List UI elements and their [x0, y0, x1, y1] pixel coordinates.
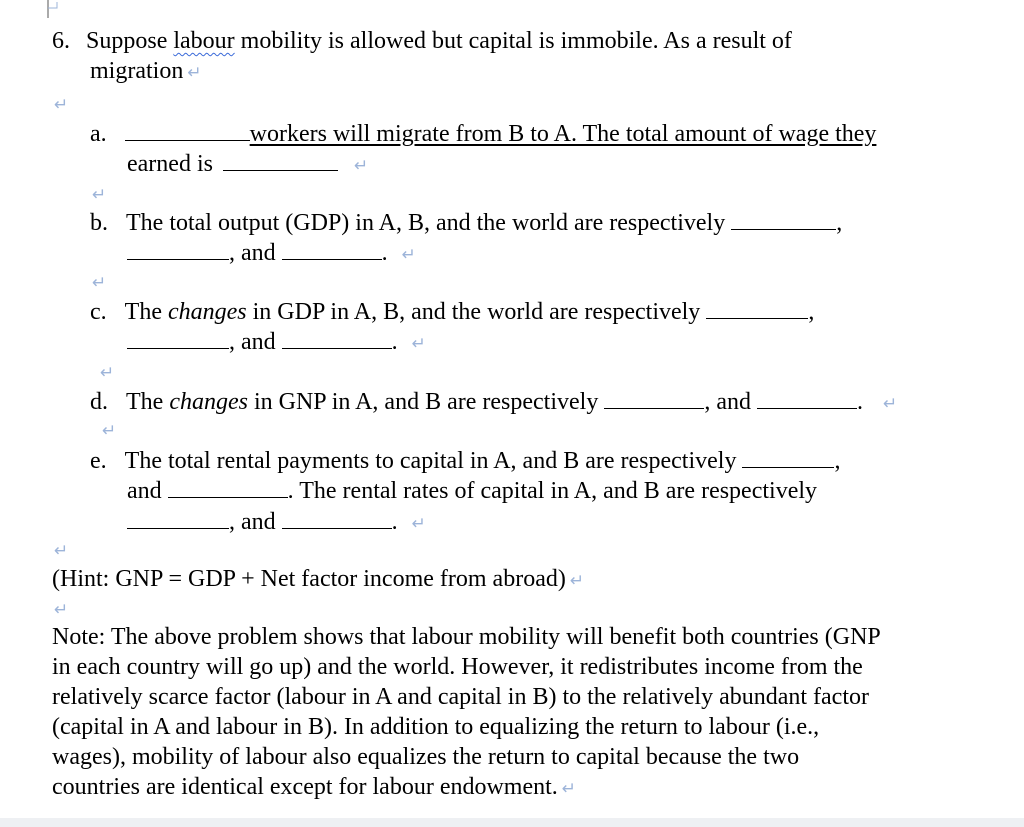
- item-d-line-1: d. The changes in GNP in A, and B are respectively , and . ↵: [90, 384, 897, 419]
- note-line: relatively scarce factor (labour in A and capital in B) to the relatively abundant factor: [52, 684, 869, 710]
- hint-text: (Hint: GNP = GDP + Net factor income from abroad) ↵: [52, 564, 584, 596]
- answer-blank[interactable]: [223, 146, 338, 171]
- return-mark-icon: ↵: [54, 95, 69, 115]
- return-mark-icon: ↵: [883, 394, 898, 414]
- spellcheck-word[interactable]: labour: [173, 28, 235, 54]
- item-label: c.: [90, 299, 107, 325]
- note-line: in each country will go up) and the world. However, it redistributes income from the: [52, 654, 863, 680]
- return-mark-icon: ↵: [100, 363, 115, 383]
- question-line-2: migration ↵: [90, 56, 202, 88]
- return-mark-icon: ↵: [569, 571, 585, 591]
- item-e-line-1: e. The total rental payments to capital in A, and B are respectively ,: [90, 443, 840, 476]
- return-mark-icon: ↵: [102, 421, 117, 441]
- question-line-1: 6. Suppose labour mobility is allowed but capital is immobile. As a result of: [52, 28, 792, 54]
- return-mark-icon: ↵: [54, 541, 69, 561]
- item-label: b.: [90, 210, 108, 236]
- return-mark-icon: ↵: [92, 185, 107, 205]
- return-mark-icon: ↵: [54, 600, 69, 620]
- answer-blank[interactable]: [282, 324, 392, 349]
- item-label: a.: [90, 121, 107, 147]
- note-line: Note: The above problem shows that labour mobility will benefit both countries (GNP: [52, 624, 881, 650]
- note-line: countries are identical except for labour endowment. ↵: [52, 772, 952, 804]
- return-mark-icon: ↵: [353, 156, 369, 176]
- answer-blank[interactable]: [127, 504, 229, 529]
- return-mark-icon: ↵: [401, 245, 416, 265]
- note-line: (capital in A and labour in B). In addition to equalizing the return to labour (i.e.,: [52, 714, 820, 740]
- answer-blank[interactable]: [757, 384, 857, 409]
- question-number: 6.: [52, 28, 70, 54]
- item-e-line-2: and . The rental rates of capital in A, and B are respectively: [127, 473, 817, 506]
- answer-blank[interactable]: [127, 235, 229, 260]
- item-label: e.: [90, 448, 107, 474]
- item-c-line-1: c. The changes in GDP in A, B, and the world are respectively ,: [90, 294, 814, 327]
- item-a-line-2: earned is ↵: [127, 146, 368, 181]
- item-e-line-3: , and . ↵: [127, 504, 426, 539]
- return-mark-icon: ↵: [187, 63, 202, 83]
- bottom-edge: [0, 818, 1024, 827]
- answer-blank[interactable]: [127, 324, 229, 349]
- item-label: d.: [90, 389, 108, 415]
- text-cursor-icon: [45, 0, 59, 18]
- answer-blank[interactable]: [168, 473, 288, 498]
- note-line: wages), mobility of labour also equalizes the return to capital because the two: [52, 744, 800, 770]
- answer-blank[interactable]: [706, 294, 808, 319]
- note-paragraph: [52, 622, 952, 804]
- answer-blank[interactable]: [282, 504, 392, 529]
- return-mark-icon: ↵: [561, 779, 577, 799]
- answer-blank[interactable]: [604, 384, 704, 409]
- return-mark-icon: ↵: [92, 273, 107, 293]
- item-a-line-1: a. workers will migrate from B to A. The total amount of wage they: [90, 116, 876, 149]
- answer-blank[interactable]: [731, 205, 836, 230]
- answer-blank[interactable]: [742, 443, 834, 468]
- return-mark-icon: ↵: [411, 514, 426, 534]
- answer-blank[interactable]: [125, 116, 250, 141]
- item-b-line-2: , and . ↵: [127, 235, 416, 270]
- item-b-line-1: b. The total output (GDP) in A, B, and the world are respectively ,: [90, 205, 842, 238]
- return-mark-icon: ↵: [411, 334, 426, 354]
- item-c-line-2: , and . ↵: [127, 324, 426, 359]
- answer-blank[interactable]: [282, 235, 382, 260]
